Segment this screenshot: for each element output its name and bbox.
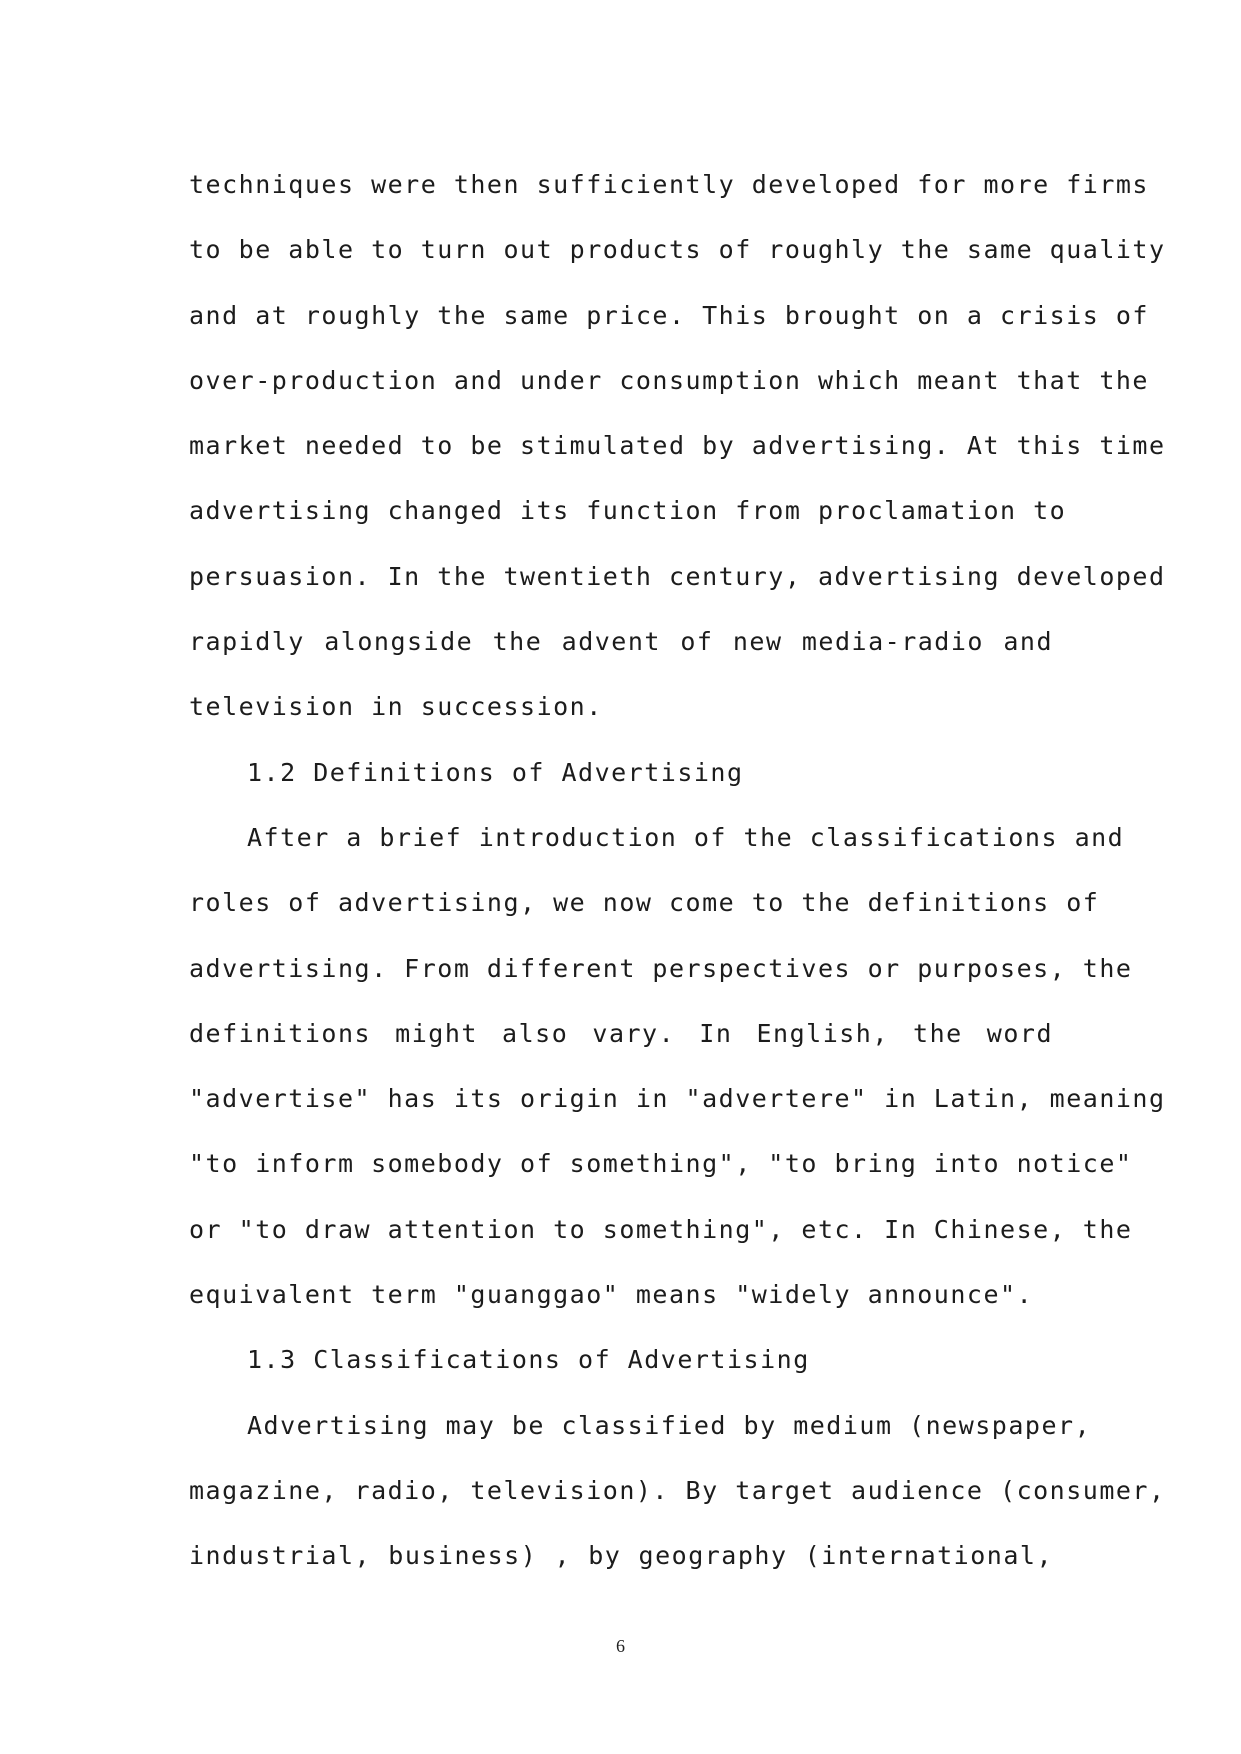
text-line: magazine, radio, television). By target audience (consumer, — [189, 1475, 1166, 1505]
text-line: persuasion. In the twentieth century, advertising developed — [189, 561, 1166, 591]
page-number: 6 — [616, 1636, 625, 1656]
text-line: television in succession. — [189, 692, 603, 722]
text-line: to be able to turn out products of roughly the same quality — [189, 235, 1166, 265]
text-line: "advertise" has its origin in "advertere" in Latin, meaning — [189, 1084, 1166, 1114]
body-text — [189, 152, 1166, 1589]
text-line: rapidly alongside the advent of new media-radio and — [189, 627, 1053, 657]
text-line: industrial, business) , by geography (international, — [189, 1541, 1053, 1571]
text-line: After a brief introduction of the classifications and — [247, 822, 1125, 852]
text-line: "to inform somebody of something", "to bring into notice" — [189, 1149, 1133, 1179]
text-line: or "to draw attention to something", etc. In Chinese, the — [189, 1214, 1133, 1244]
text-line: Advertising may be classified by medium (newspaper, — [247, 1410, 1092, 1440]
text-line: and at roughly the same price. This brought on a crisis of — [189, 300, 1149, 330]
text-line: definitions might also vary. In English, the word — [189, 1018, 1053, 1048]
text-line: advertising. From different perspectives or purposes, the — [189, 953, 1133, 983]
text-line: equivalent term "guanggao" means "widely announce". — [189, 1280, 1034, 1310]
text-line: advertising changed its function from proclamation to — [189, 496, 1067, 526]
text-line: market needed to be stimulated by advertising. At this time — [189, 431, 1166, 461]
section-heading: 1.3 Classifications of Advertising — [247, 1345, 810, 1375]
text-line: roles of advertising, we now come to the definitions of — [189, 888, 1100, 918]
text-line: techniques were then sufficiently developed for more firms — [189, 170, 1149, 199]
text-line: over-production and under consumption which meant that the — [189, 365, 1149, 395]
section-heading: 1.2 Definitions of Advertising — [247, 757, 744, 787]
